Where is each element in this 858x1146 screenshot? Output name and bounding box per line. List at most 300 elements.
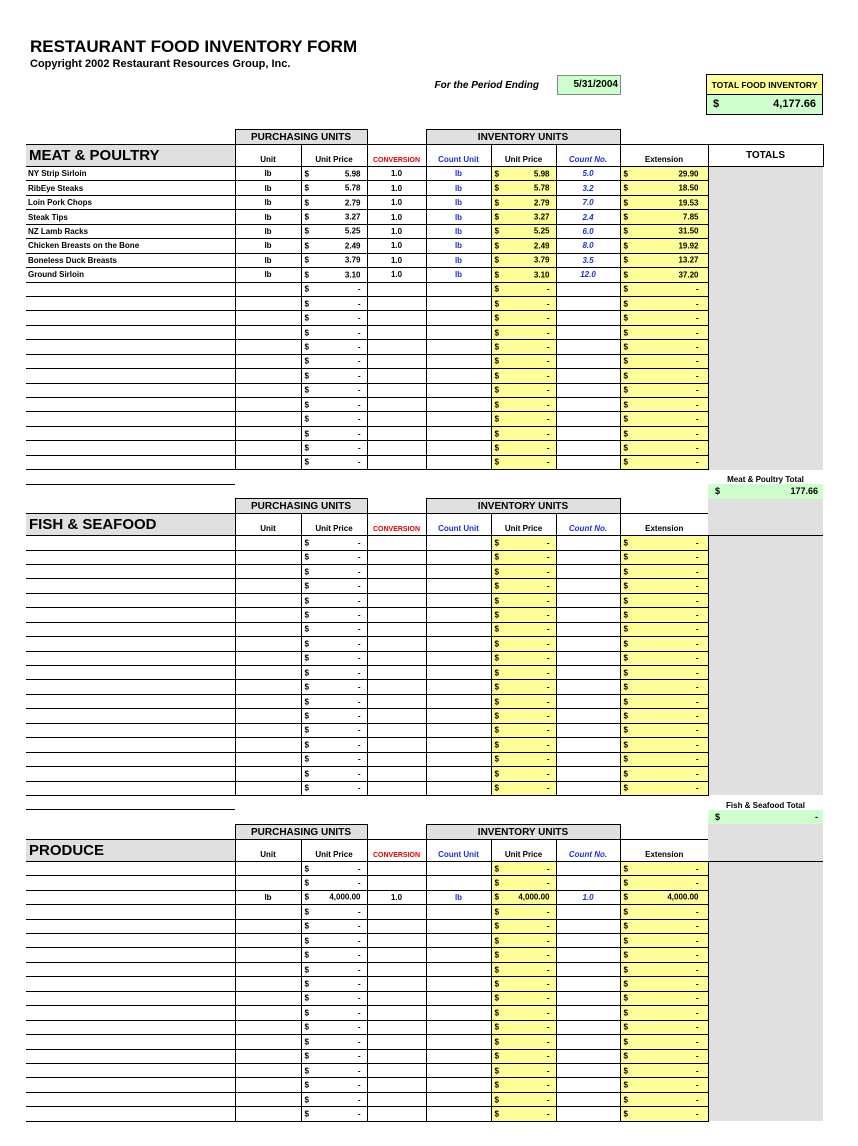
count-unit[interactable]: [426, 948, 491, 962]
count-unit[interactable]: [426, 876, 491, 890]
count-unit[interactable]: [426, 752, 491, 766]
purchase-unit[interactable]: [235, 919, 301, 933]
count-number[interactable]: [556, 948, 620, 962]
unit-price-cell[interactable]: [301, 1092, 367, 1106]
conversion-value[interactable]: [367, 354, 426, 368]
count-unit[interactable]: lb: [426, 210, 491, 224]
item-name[interactable]: [26, 991, 235, 1005]
count-number[interactable]: [556, 1063, 620, 1077]
item-name[interactable]: RibEye Steaks: [26, 181, 235, 195]
unit-price-cell[interactable]: [301, 680, 367, 694]
unit-price-cell[interactable]: [301, 919, 367, 933]
count-number[interactable]: [556, 536, 620, 550]
unit-price-cell[interactable]: [301, 383, 367, 397]
purchase-unit[interactable]: [235, 1078, 301, 1092]
item-name[interactable]: [26, 1049, 235, 1063]
conversion-value[interactable]: [367, 311, 426, 325]
item-name[interactable]: [26, 412, 235, 426]
purchase-unit[interactable]: [235, 354, 301, 368]
purchase-unit[interactable]: [235, 738, 301, 752]
item-name[interactable]: [26, 608, 235, 622]
count-unit[interactable]: [426, 1092, 491, 1106]
count-number[interactable]: [556, 593, 620, 607]
count-number[interactable]: [556, 340, 620, 354]
count-number[interactable]: [556, 781, 620, 795]
conversion-value[interactable]: [367, 752, 426, 766]
conversion-value[interactable]: [367, 369, 426, 383]
item-name[interactable]: [26, 890, 235, 904]
count-unit[interactable]: [426, 781, 491, 795]
item-name[interactable]: [26, 666, 235, 680]
unit-price-cell[interactable]: [301, 1035, 367, 1049]
item-name[interactable]: NZ Lamb Racks: [26, 224, 235, 238]
count-unit[interactable]: [426, 738, 491, 752]
count-unit[interactable]: [426, 441, 491, 455]
count-unit[interactable]: [426, 622, 491, 636]
purchase-unit[interactable]: [235, 340, 301, 354]
purchase-unit[interactable]: lb: [235, 167, 301, 181]
conversion-value[interactable]: [367, 919, 426, 933]
purchase-unit[interactable]: [235, 1063, 301, 1077]
conversion-value[interactable]: 1.0: [367, 890, 426, 904]
count-unit[interactable]: lb: [426, 253, 491, 267]
conversion-value[interactable]: 1.0: [367, 167, 426, 181]
count-unit[interactable]: [426, 637, 491, 651]
count-number[interactable]: [556, 876, 620, 890]
purchase-unit[interactable]: [235, 383, 301, 397]
purchase-unit[interactable]: [235, 1035, 301, 1049]
item-name[interactable]: [26, 709, 235, 723]
unit-price-cell[interactable]: [301, 167, 367, 181]
conversion-value[interactable]: [367, 723, 426, 737]
purchase-unit[interactable]: lb: [235, 210, 301, 224]
purchase-unit[interactable]: [235, 934, 301, 948]
conversion-value[interactable]: [367, 622, 426, 636]
conversion-value[interactable]: [367, 694, 426, 708]
item-name[interactable]: [26, 861, 235, 875]
conversion-value[interactable]: [367, 637, 426, 651]
conversion-value[interactable]: [367, 455, 426, 469]
conversion-value[interactable]: [367, 861, 426, 875]
count-unit[interactable]: [426, 767, 491, 781]
item-name[interactable]: [26, 579, 235, 593]
conversion-value[interactable]: [367, 1020, 426, 1034]
purchase-unit[interactable]: [235, 767, 301, 781]
count-unit[interactable]: [426, 383, 491, 397]
count-number[interactable]: [556, 962, 620, 976]
item-name[interactable]: [26, 948, 235, 962]
count-unit[interactable]: lb: [426, 167, 491, 181]
count-number[interactable]: 6.0: [556, 224, 620, 238]
unit-price-cell[interactable]: [301, 934, 367, 948]
item-name[interactable]: Chicken Breasts on the Bone: [26, 239, 235, 253]
count-number[interactable]: [556, 441, 620, 455]
item-name[interactable]: [26, 354, 235, 368]
conversion-value[interactable]: [367, 709, 426, 723]
unit-price-cell[interactable]: [301, 340, 367, 354]
conversion-value[interactable]: [367, 1063, 426, 1077]
unit-price-cell[interactable]: [301, 550, 367, 564]
count-unit[interactable]: [426, 1006, 491, 1020]
unit-price-cell[interactable]: [301, 210, 367, 224]
conversion-value[interactable]: [367, 781, 426, 795]
item-name[interactable]: [26, 455, 235, 469]
purchase-unit[interactable]: [235, 593, 301, 607]
count-unit[interactable]: [426, 962, 491, 976]
count-unit[interactable]: [426, 340, 491, 354]
unit-price-cell[interactable]: [301, 977, 367, 991]
count-number[interactable]: [556, 1107, 620, 1121]
count-unit[interactable]: [426, 680, 491, 694]
unit-price-cell[interactable]: [301, 593, 367, 607]
purchase-unit[interactable]: [235, 622, 301, 636]
count-number[interactable]: [556, 311, 620, 325]
item-name[interactable]: [26, 1035, 235, 1049]
unit-price-cell[interactable]: [301, 767, 367, 781]
conversion-value[interactable]: [367, 666, 426, 680]
item-name[interactable]: [26, 564, 235, 578]
item-name[interactable]: [26, 441, 235, 455]
unit-price-cell[interactable]: [301, 181, 367, 195]
count-number[interactable]: [556, 709, 620, 723]
purchase-unit[interactable]: [235, 325, 301, 339]
count-number[interactable]: [556, 666, 620, 680]
purchase-unit[interactable]: [235, 680, 301, 694]
count-number[interactable]: [556, 1006, 620, 1020]
unit-price-cell[interactable]: [301, 948, 367, 962]
count-number[interactable]: [556, 608, 620, 622]
conversion-value[interactable]: [367, 934, 426, 948]
conversion-value[interactable]: [367, 977, 426, 991]
item-name[interactable]: [26, 651, 235, 665]
item-name[interactable]: [26, 919, 235, 933]
unit-price-cell[interactable]: [301, 224, 367, 238]
count-unit[interactable]: [426, 564, 491, 578]
count-unit[interactable]: [426, 398, 491, 412]
item-name[interactable]: [26, 282, 235, 296]
conversion-value[interactable]: [367, 593, 426, 607]
conversion-value[interactable]: [367, 1049, 426, 1063]
unit-price-cell[interactable]: [301, 637, 367, 651]
purchase-unit[interactable]: [235, 637, 301, 651]
count-number[interactable]: [556, 1092, 620, 1106]
conversion-value[interactable]: [367, 441, 426, 455]
item-name[interactable]: [26, 905, 235, 919]
unit-price-cell[interactable]: [301, 1063, 367, 1077]
unit-price-cell[interactable]: [301, 1107, 367, 1121]
item-name[interactable]: [26, 325, 235, 339]
conversion-value[interactable]: [367, 1092, 426, 1106]
count-number[interactable]: [556, 579, 620, 593]
purchase-unit[interactable]: [235, 1092, 301, 1106]
count-number[interactable]: [556, 564, 620, 578]
count-unit[interactable]: [426, 723, 491, 737]
item-name[interactable]: [26, 694, 235, 708]
purchase-unit[interactable]: [235, 441, 301, 455]
purchase-unit[interactable]: [235, 564, 301, 578]
count-number[interactable]: [556, 412, 620, 426]
count-number[interactable]: 7.0: [556, 195, 620, 209]
purchase-unit[interactable]: [235, 666, 301, 680]
unit-price-cell[interactable]: [301, 723, 367, 737]
unit-price-cell[interactable]: [301, 694, 367, 708]
item-name[interactable]: [26, 340, 235, 354]
purchase-unit[interactable]: [235, 282, 301, 296]
unit-price-cell[interactable]: [301, 890, 367, 904]
count-number[interactable]: [556, 905, 620, 919]
conversion-value[interactable]: [367, 383, 426, 397]
item-name[interactable]: [26, 723, 235, 737]
unit-price-cell[interactable]: [301, 354, 367, 368]
count-unit[interactable]: [426, 282, 491, 296]
purchase-unit[interactable]: [235, 905, 301, 919]
purchase-unit[interactable]: lb: [235, 268, 301, 282]
item-name[interactable]: [26, 1078, 235, 1092]
purchase-unit[interactable]: [235, 398, 301, 412]
item-name[interactable]: [26, 781, 235, 795]
count-number[interactable]: [556, 1078, 620, 1092]
unit-price-cell[interactable]: [301, 536, 367, 550]
purchase-unit[interactable]: lb: [235, 181, 301, 195]
count-unit[interactable]: [426, 934, 491, 948]
purchase-unit[interactable]: [235, 426, 301, 440]
unit-price-cell[interactable]: [301, 195, 367, 209]
unit-price-cell[interactable]: [301, 622, 367, 636]
item-name[interactable]: [26, 1107, 235, 1121]
purchase-unit[interactable]: lb: [235, 253, 301, 267]
conversion-value[interactable]: [367, 340, 426, 354]
unit-price-cell[interactable]: [301, 991, 367, 1005]
count-unit[interactable]: [426, 593, 491, 607]
count-number[interactable]: 3.2: [556, 181, 620, 195]
item-name[interactable]: Steak Tips: [26, 210, 235, 224]
count-unit[interactable]: [426, 550, 491, 564]
count-unit[interactable]: [426, 1078, 491, 1092]
count-unit[interactable]: [426, 709, 491, 723]
count-unit[interactable]: [426, 369, 491, 383]
count-number[interactable]: [556, 977, 620, 991]
count-number[interactable]: [556, 637, 620, 651]
conversion-value[interactable]: [367, 948, 426, 962]
unit-price-cell[interactable]: [301, 564, 367, 578]
purchase-unit[interactable]: [235, 412, 301, 426]
count-unit[interactable]: [426, 905, 491, 919]
count-unit[interactable]: [426, 991, 491, 1005]
purchase-unit[interactable]: [235, 536, 301, 550]
purchase-unit[interactable]: [235, 948, 301, 962]
item-name[interactable]: [26, 536, 235, 550]
unit-price-cell[interactable]: [301, 962, 367, 976]
unit-price-cell[interactable]: [301, 1006, 367, 1020]
unit-price-cell[interactable]: [301, 253, 367, 267]
conversion-value[interactable]: [367, 398, 426, 412]
item-name[interactable]: NY Strip Sirloin: [26, 167, 235, 181]
count-unit[interactable]: lb: [426, 239, 491, 253]
purchase-unit[interactable]: [235, 781, 301, 795]
count-unit[interactable]: [426, 977, 491, 991]
count-unit[interactable]: [426, 325, 491, 339]
unit-price-cell[interactable]: [301, 1020, 367, 1034]
count-number[interactable]: [556, 919, 620, 933]
count-number[interactable]: [556, 398, 620, 412]
purchase-unit[interactable]: [235, 296, 301, 310]
count-number[interactable]: 12.0: [556, 268, 620, 282]
count-number[interactable]: [556, 354, 620, 368]
item-name[interactable]: [26, 876, 235, 890]
unit-price-cell[interactable]: [301, 738, 367, 752]
item-name[interactable]: [26, 977, 235, 991]
conversion-value[interactable]: [367, 536, 426, 550]
item-name[interactable]: [26, 296, 235, 310]
item-name[interactable]: [26, 752, 235, 766]
count-number[interactable]: [556, 934, 620, 948]
unit-price-cell[interactable]: [301, 268, 367, 282]
count-number[interactable]: [556, 622, 620, 636]
conversion-value[interactable]: [367, 1107, 426, 1121]
purchase-unit[interactable]: [235, 311, 301, 325]
count-unit[interactable]: [426, 1035, 491, 1049]
conversion-value[interactable]: [367, 905, 426, 919]
item-name[interactable]: [26, 398, 235, 412]
item-name[interactable]: Boneless Duck Breasts: [26, 253, 235, 267]
count-number[interactable]: [556, 1020, 620, 1034]
unit-price-cell[interactable]: [301, 781, 367, 795]
count-unit[interactable]: [426, 296, 491, 310]
count-number[interactable]: [556, 991, 620, 1005]
unit-price-cell[interactable]: [301, 369, 367, 383]
count-unit[interactable]: [426, 354, 491, 368]
unit-price-cell[interactable]: [301, 608, 367, 622]
count-number[interactable]: [556, 325, 620, 339]
conversion-value[interactable]: [367, 767, 426, 781]
conversion-value[interactable]: [367, 550, 426, 564]
count-unit[interactable]: [426, 455, 491, 469]
purchase-unit[interactable]: [235, 962, 301, 976]
item-name[interactable]: [26, 426, 235, 440]
purchase-unit[interactable]: [235, 861, 301, 875]
count-unit[interactable]: [426, 1063, 491, 1077]
conversion-value[interactable]: [367, 412, 426, 426]
item-name[interactable]: [26, 738, 235, 752]
count-number[interactable]: [556, 383, 620, 397]
count-number[interactable]: [556, 282, 620, 296]
count-unit[interactable]: lb: [426, 268, 491, 282]
unit-price-cell[interactable]: [301, 412, 367, 426]
count-unit[interactable]: [426, 919, 491, 933]
count-unit[interactable]: [426, 1107, 491, 1121]
count-number[interactable]: [556, 1049, 620, 1063]
count-number[interactable]: 2.4: [556, 210, 620, 224]
period-ending-value[interactable]: 5/31/2004: [557, 75, 621, 95]
item-name[interactable]: Ground Sirloin: [26, 268, 235, 282]
count-unit[interactable]: [426, 579, 491, 593]
purchase-unit[interactable]: [235, 579, 301, 593]
item-name[interactable]: [26, 622, 235, 636]
conversion-value[interactable]: 1.0: [367, 239, 426, 253]
conversion-value[interactable]: [367, 962, 426, 976]
unit-price-cell[interactable]: [301, 1078, 367, 1092]
conversion-value[interactable]: [367, 680, 426, 694]
count-number[interactable]: [556, 680, 620, 694]
count-number[interactable]: [556, 767, 620, 781]
purchase-unit[interactable]: [235, 550, 301, 564]
count-unit[interactable]: [426, 1049, 491, 1063]
purchase-unit[interactable]: [235, 876, 301, 890]
conversion-value[interactable]: 1.0: [367, 253, 426, 267]
purchase-unit[interactable]: [235, 977, 301, 991]
count-number[interactable]: [556, 738, 620, 752]
purchase-unit[interactable]: [235, 369, 301, 383]
count-number[interactable]: [556, 426, 620, 440]
item-name[interactable]: [26, 311, 235, 325]
item-name[interactable]: [26, 1020, 235, 1034]
unit-price-cell[interactable]: [301, 426, 367, 440]
purchase-unit[interactable]: [235, 1049, 301, 1063]
item-name[interactable]: Loin Pork Chops: [26, 195, 235, 209]
conversion-value[interactable]: [367, 876, 426, 890]
unit-price-cell[interactable]: [301, 398, 367, 412]
purchase-unit[interactable]: [235, 752, 301, 766]
count-unit[interactable]: lb: [426, 181, 491, 195]
count-number[interactable]: [556, 455, 620, 469]
purchase-unit[interactable]: [235, 651, 301, 665]
purchase-unit[interactable]: [235, 455, 301, 469]
item-name[interactable]: [26, 767, 235, 781]
item-name[interactable]: [26, 369, 235, 383]
count-unit[interactable]: [426, 694, 491, 708]
conversion-value[interactable]: 1.0: [367, 268, 426, 282]
purchase-unit[interactable]: [235, 608, 301, 622]
conversion-value[interactable]: [367, 282, 426, 296]
count-number[interactable]: 8.0: [556, 239, 620, 253]
unit-price-cell[interactable]: [301, 876, 367, 890]
purchase-unit[interactable]: [235, 1006, 301, 1020]
unit-price-cell[interactable]: [301, 666, 367, 680]
count-unit[interactable]: [426, 1020, 491, 1034]
purchase-unit[interactable]: [235, 709, 301, 723]
unit-price-cell[interactable]: [301, 651, 367, 665]
conversion-value[interactable]: [367, 1078, 426, 1092]
count-unit[interactable]: [426, 311, 491, 325]
item-name[interactable]: [26, 680, 235, 694]
unit-price-cell[interactable]: [301, 1049, 367, 1063]
item-name[interactable]: [26, 962, 235, 976]
conversion-value[interactable]: [367, 564, 426, 578]
purchase-unit[interactable]: [235, 991, 301, 1005]
conversion-value[interactable]: [367, 325, 426, 339]
count-number[interactable]: [556, 723, 620, 737]
conversion-value[interactable]: [367, 579, 426, 593]
purchase-unit[interactable]: lb: [235, 890, 301, 904]
count-number[interactable]: 1.0: [556, 890, 620, 904]
item-name[interactable]: [26, 383, 235, 397]
count-unit[interactable]: [426, 608, 491, 622]
unit-price-cell[interactable]: [301, 579, 367, 593]
count-number[interactable]: [556, 296, 620, 310]
item-name[interactable]: [26, 1092, 235, 1106]
count-number[interactable]: 3.5: [556, 253, 620, 267]
purchase-unit[interactable]: [235, 694, 301, 708]
count-unit[interactable]: [426, 412, 491, 426]
count-unit[interactable]: [426, 651, 491, 665]
count-unit[interactable]: lb: [426, 195, 491, 209]
count-number[interactable]: [556, 1035, 620, 1049]
item-name[interactable]: [26, 1063, 235, 1077]
conversion-value[interactable]: [367, 296, 426, 310]
purchase-unit[interactable]: [235, 1020, 301, 1034]
purchase-unit[interactable]: lb: [235, 195, 301, 209]
unit-price-cell[interactable]: [301, 239, 367, 253]
